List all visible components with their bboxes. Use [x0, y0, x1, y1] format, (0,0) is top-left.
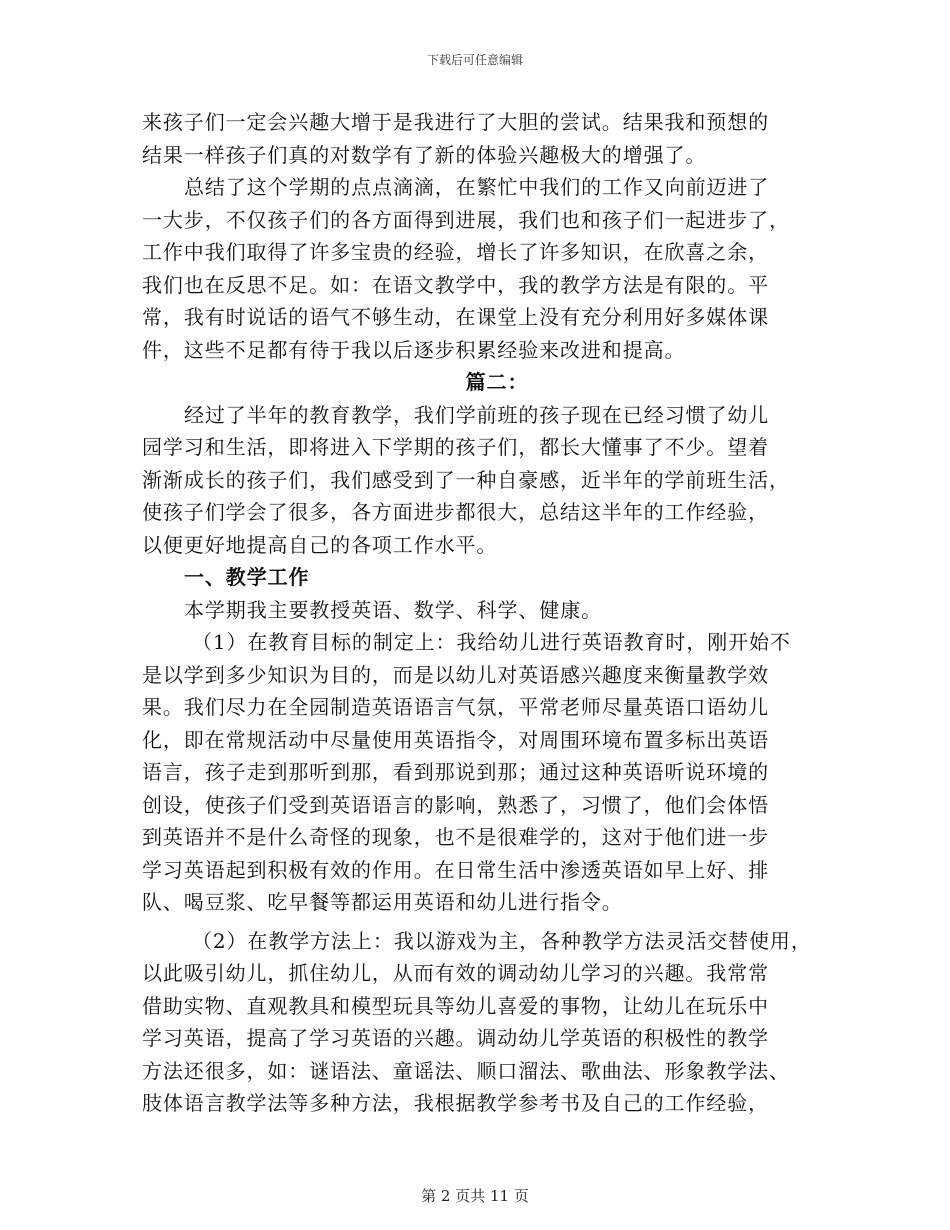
text-line: 园学习和生活，即将进入下学期的孩子们，都长大懂事了不少。望着: [142, 435, 769, 459]
page-number-footer: 第 2 页共 11 页: [421, 1187, 529, 1205]
numbered-paragraph-start-line: （1）在教育目标的制定上：我给幼儿进行英语教育时，刚开始不: [192, 630, 791, 654]
text-line: 我们也在反思不足。如：在语文教学中，我的教学方法是有限的。平: [142, 272, 769, 297]
text-line: 使孩子们学会了很多，各方面进步都很大，总结这半年的工作经验，: [142, 500, 769, 524]
text-line: 渐渐成长的孩子们，我们感受到了一种自豪感，近半年的学前班生活，: [142, 467, 790, 492]
text-line: 创设，使孩子们受到英语语言的影响，熟悉了，习惯了，他们会体悟: [142, 792, 769, 817]
text-line: 借助实物、直观教具和模型玩具等幼儿喜爱的事物，让幼儿在玩乐中: [142, 993, 769, 1018]
text-line: 学习英语，提高了学习英语的兴趣。调动幼儿学英语的积极性的教学: [142, 1026, 769, 1050]
paragraph-start-line: 本学期我主要教授英语、数学、科学、健康。: [184, 597, 602, 622]
text-line: 一大步，不仅孩子们的各方面得到进展，我们也和孩子们一起进步了，: [142, 207, 790, 232]
text-line: 学习英语起到积极有效的作用。在日常生活中渗透英语如早上好、排: [142, 857, 769, 882]
text-line: 方法还很多，如：谜语法、童谣法、顺口溜法、歌曲法、形象教学法、: [142, 1058, 790, 1083]
section-heading-part-two: 篇二：: [465, 370, 529, 394]
section-heading-teaching-work: 一、教学工作: [184, 565, 310, 589]
text-line: 以此吸引幼儿，抓住幼儿，从而有效的调动幼儿学习的兴趣。我常常: [142, 961, 769, 985]
text-line: 以便更好地提高自己的各项工作水平。: [142, 532, 498, 557]
text-line: 常，我有时说话的语气不够生动，在课堂上没有充分利用好多媒体课: [142, 305, 769, 329]
text-line: 来孩子们一定会兴趣大增于是我进行了大胆的尝试。结果我和预想的: [142, 110, 769, 134]
numbered-paragraph-start-line: （2）在教学方法上：我以游戏为主，各种教学方法灵活交替使用，: [192, 928, 812, 953]
text-line: 队、喝豆浆、吃早餐等都运用英语和幼儿进行指令。: [142, 890, 623, 914]
text-line: 工作中我们取得了许多宝贵的经验，增长了许多知识，在欣喜之余，: [142, 240, 769, 264]
page-header: 下载后可任意编辑: [426, 53, 523, 67]
text-line: 结果一样孩子们真的对数学有了新的体验兴趣极大的增强了。: [142, 142, 707, 167]
text-line: 是以学到多少知识为目的，而是以幼儿对英语感兴趣度来衡量教学效: [142, 662, 769, 687]
text-line: 肢体语言教学法等多种方法，我根据教学参考书及自己的工作经验，: [142, 1091, 769, 1115]
paragraph-start-line: 经过了半年的教育教学，我们学前班的孩子现在已经习惯了幼儿: [184, 402, 770, 427]
text-line: 果。我们尽力在全园制造英语语言气氛，平常老师尽量英语口语幼儿: [142, 695, 769, 719]
text-line: 到英语并不是什么奇怪的现象，也不是很难学的，这对于他们进一步: [142, 825, 769, 849]
paragraph-start-line: 总结了这个学期的点点滴滴，在繁忙中我们的工作又向前迈进了: [184, 175, 770, 199]
text-line: 化，即在常规活动中尽量使用英语指令，对周围环境布置多标出英语: [142, 727, 769, 752]
document-body: [142, 106, 822, 1120]
text-line: 件，这些不足都有待于我以后逐步积累经验来改进和提高。: [142, 337, 686, 362]
text-line: 语言，孩子走到那听到那，看到那说到那；通过这种英语听说环境的: [142, 760, 769, 784]
